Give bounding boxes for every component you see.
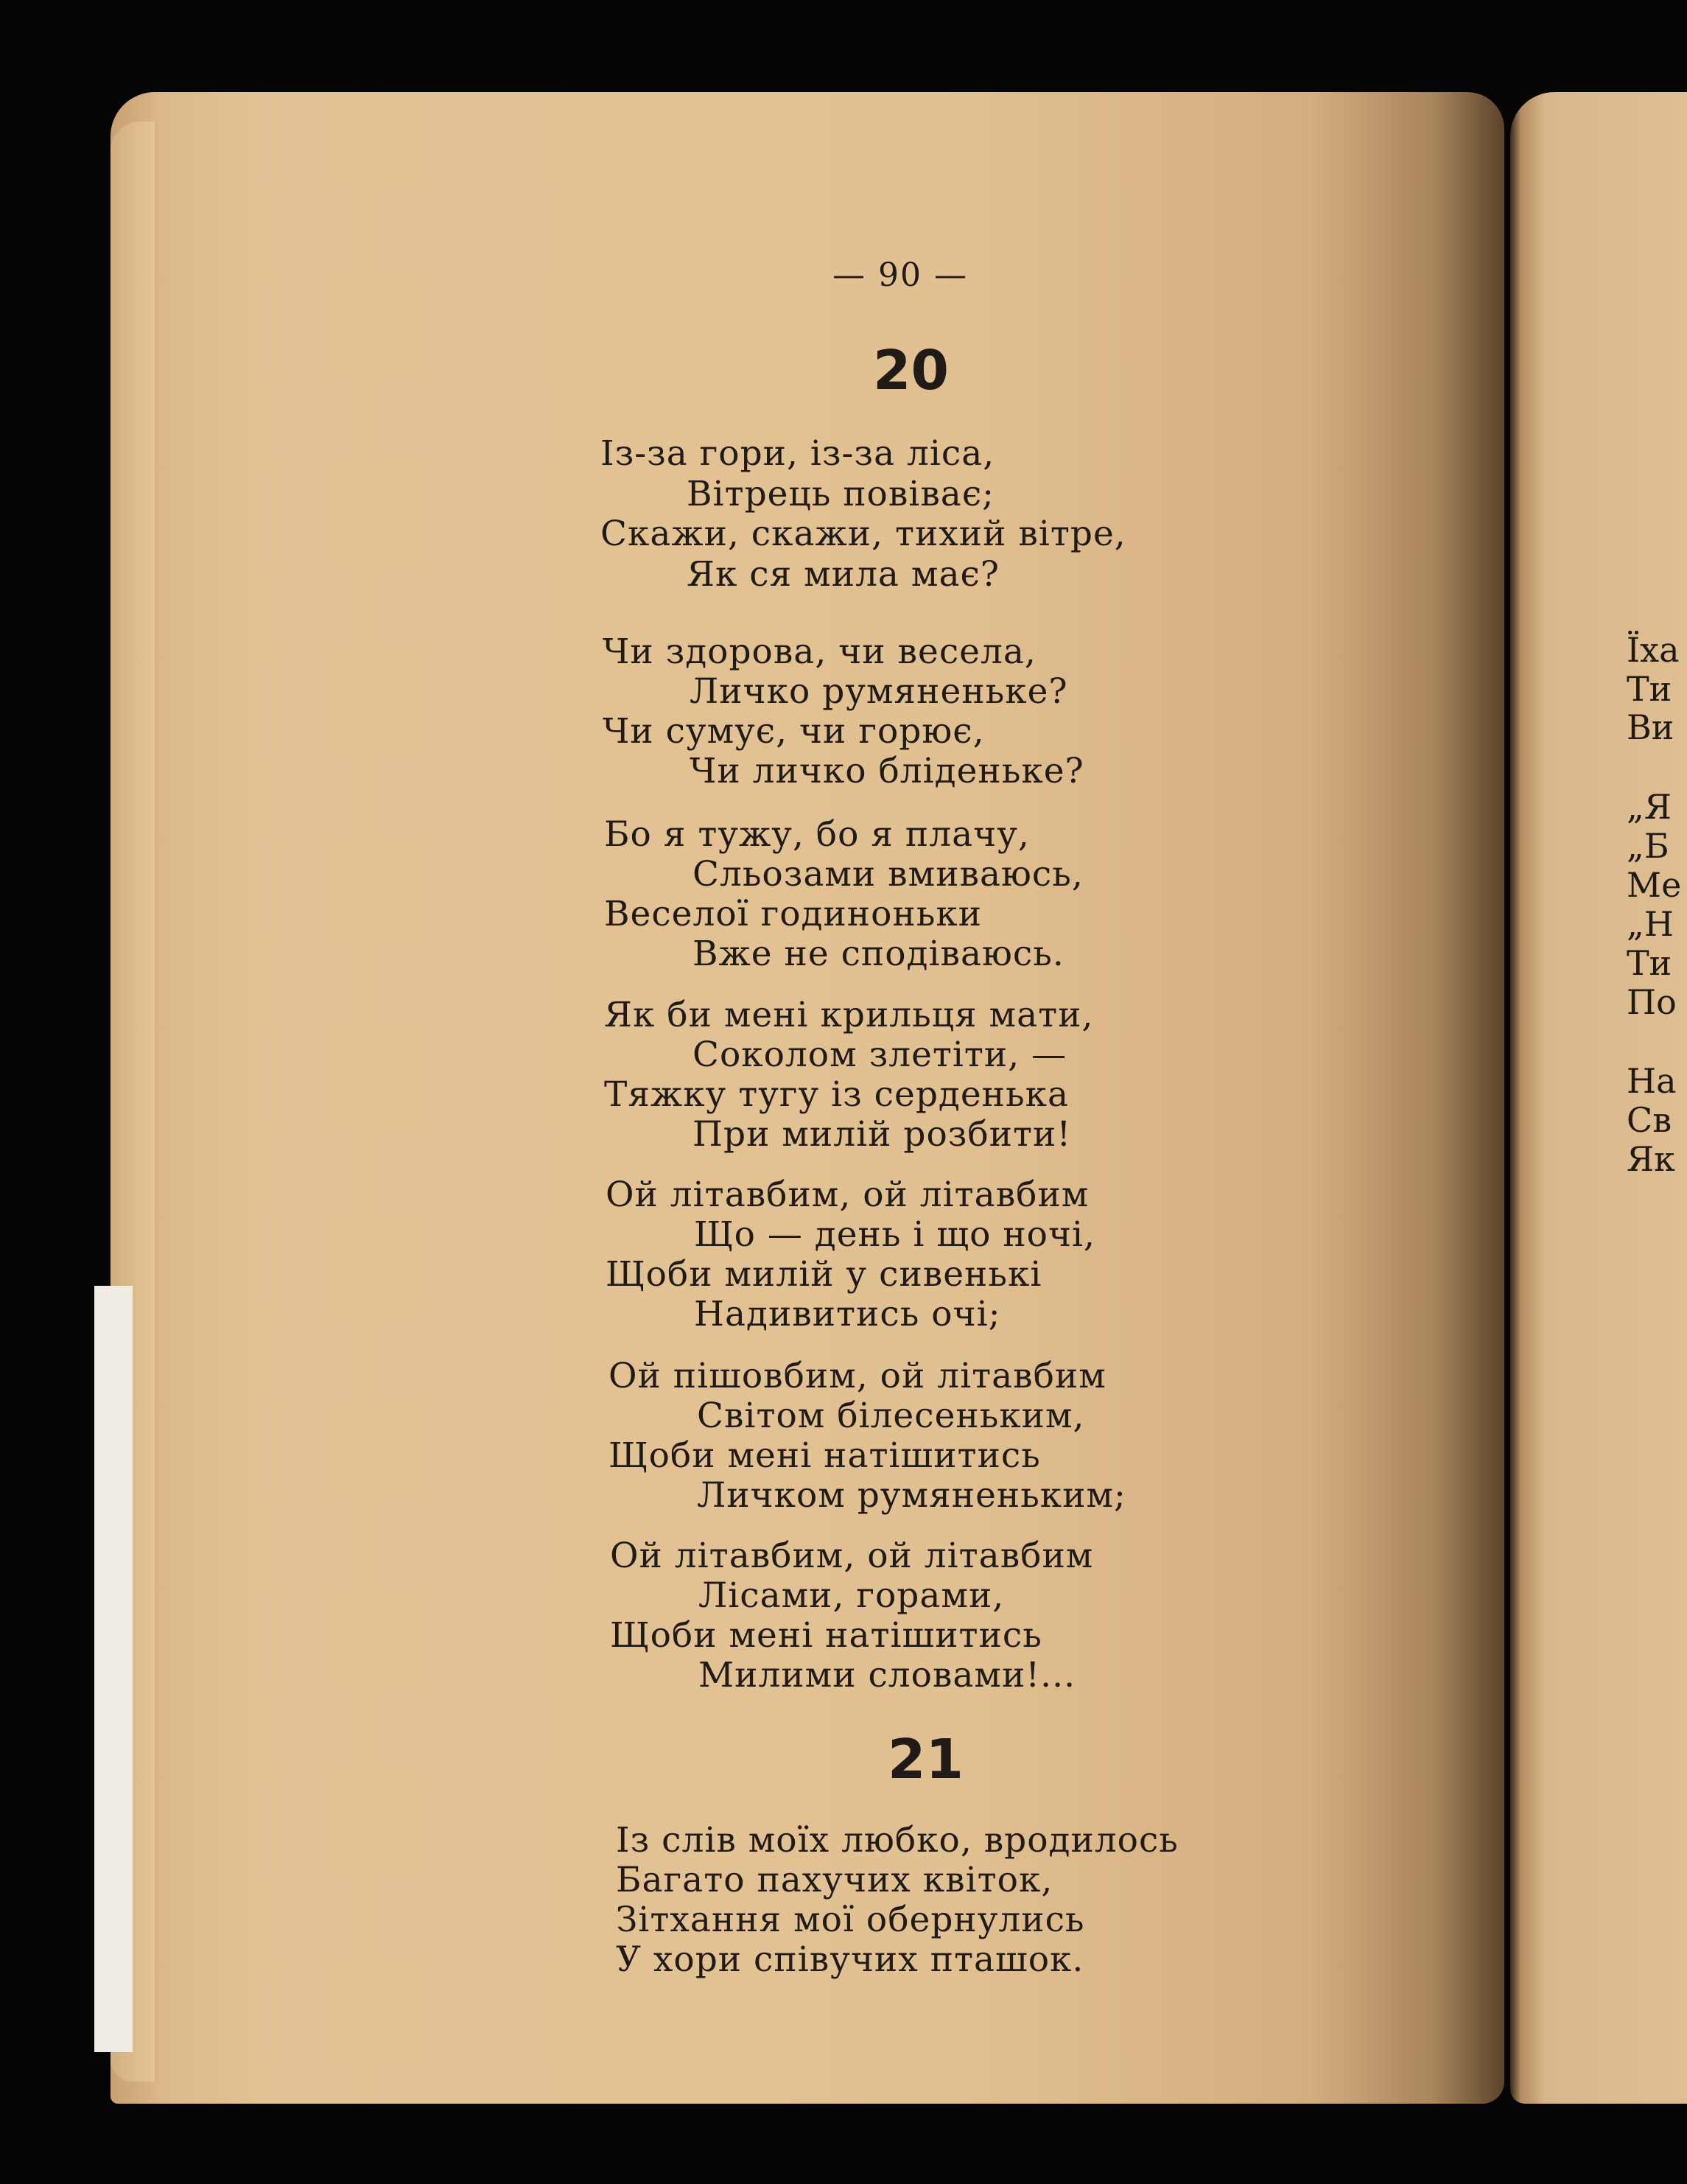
right-page-fragment: „Б [1627,826,1669,866]
poem-line: Лісами, горами, [698,1575,1005,1616]
right-page-fragment: „Я [1627,787,1672,827]
poem-line: Чи здорова, чи весела, [603,631,1037,672]
poem-line: Личком румяненьким; [697,1475,1126,1516]
poem-line: Щоби мені натішитись [610,1615,1042,1656]
poem-line: Чи сумує, чи горює, [603,711,985,752]
poem-line: Багато пахучих квіток, [616,1860,1053,1900]
poem-line: Щоби милій у сивенькі [606,1254,1042,1295]
poem-line: Із слів моїх любко, вродилось [616,1820,1179,1861]
right-page-fragment: На [1627,1061,1677,1101]
poem-line: Із-за гори, із-за ліса, [600,433,995,474]
poem-number-20: 20 [873,339,949,402]
poem-line: Сльозами вмиваюсь, [692,854,1084,895]
poem-line: Скажи, скажи, тихий вітре, [600,514,1126,554]
right-page-fragment: Ви [1627,707,1674,747]
right-page-fragment: Ти [1627,943,1672,983]
poem-line: Вітрець повіває; [687,474,995,514]
poem-line: Личко румяненьке? [690,671,1068,712]
poem-line: Вже не сподіваюсь. [692,934,1065,974]
poem-line: Тяжку тугу із серденька [604,1074,1069,1115]
right-page-fragment: По [1627,982,1677,1022]
poem-line: Надивитись очі; [694,1294,1001,1334]
page-number: — 90 — [832,256,968,294]
poem-line: Як би мені крильця мати, [604,995,1094,1035]
right-page-fragment: Св [1627,1100,1672,1140]
right-page-fragment: Їха [1627,630,1680,670]
poem-line: Ой пішовбим, ой літавбим [608,1356,1106,1396]
poem-line: Зітхання мої обернулись [616,1900,1085,1940]
poem-line: Чи личко бліденьке? [690,751,1084,791]
poem-line: Ой літавбим, ой літавбим [606,1175,1090,1215]
poem-line: Ой літавбим, ой літавбим [610,1536,1094,1576]
poem-line: Соколом злетіти, — [692,1035,1067,1075]
right-page-fragment: Ме [1627,865,1682,905]
poem-line: Веселої годиноньки [604,894,983,934]
poem-line: Щоби мені натішитись [608,1435,1041,1476]
poem-line: Бо я тужу, бо я плачу, [604,814,1030,855]
poem-line: Світом білесеньким, [697,1396,1085,1436]
poem-line: Що — день і що ночі, [694,1214,1095,1255]
poem-line: При милій розбити! [692,1114,1072,1155]
paper-strip [94,1286,133,2052]
right-page-fragment: „Н [1627,904,1674,944]
poem-number-21: 21 [888,1728,964,1791]
right-page-fragment: Ти [1627,669,1672,709]
poem-line: Милими словами!... [698,1655,1076,1695]
poem-line: У хори співучих пташок. [616,1939,1084,1980]
poem-line: Як ся мила має? [687,554,1000,595]
right-page-fragment: Як [1627,1139,1675,1179]
